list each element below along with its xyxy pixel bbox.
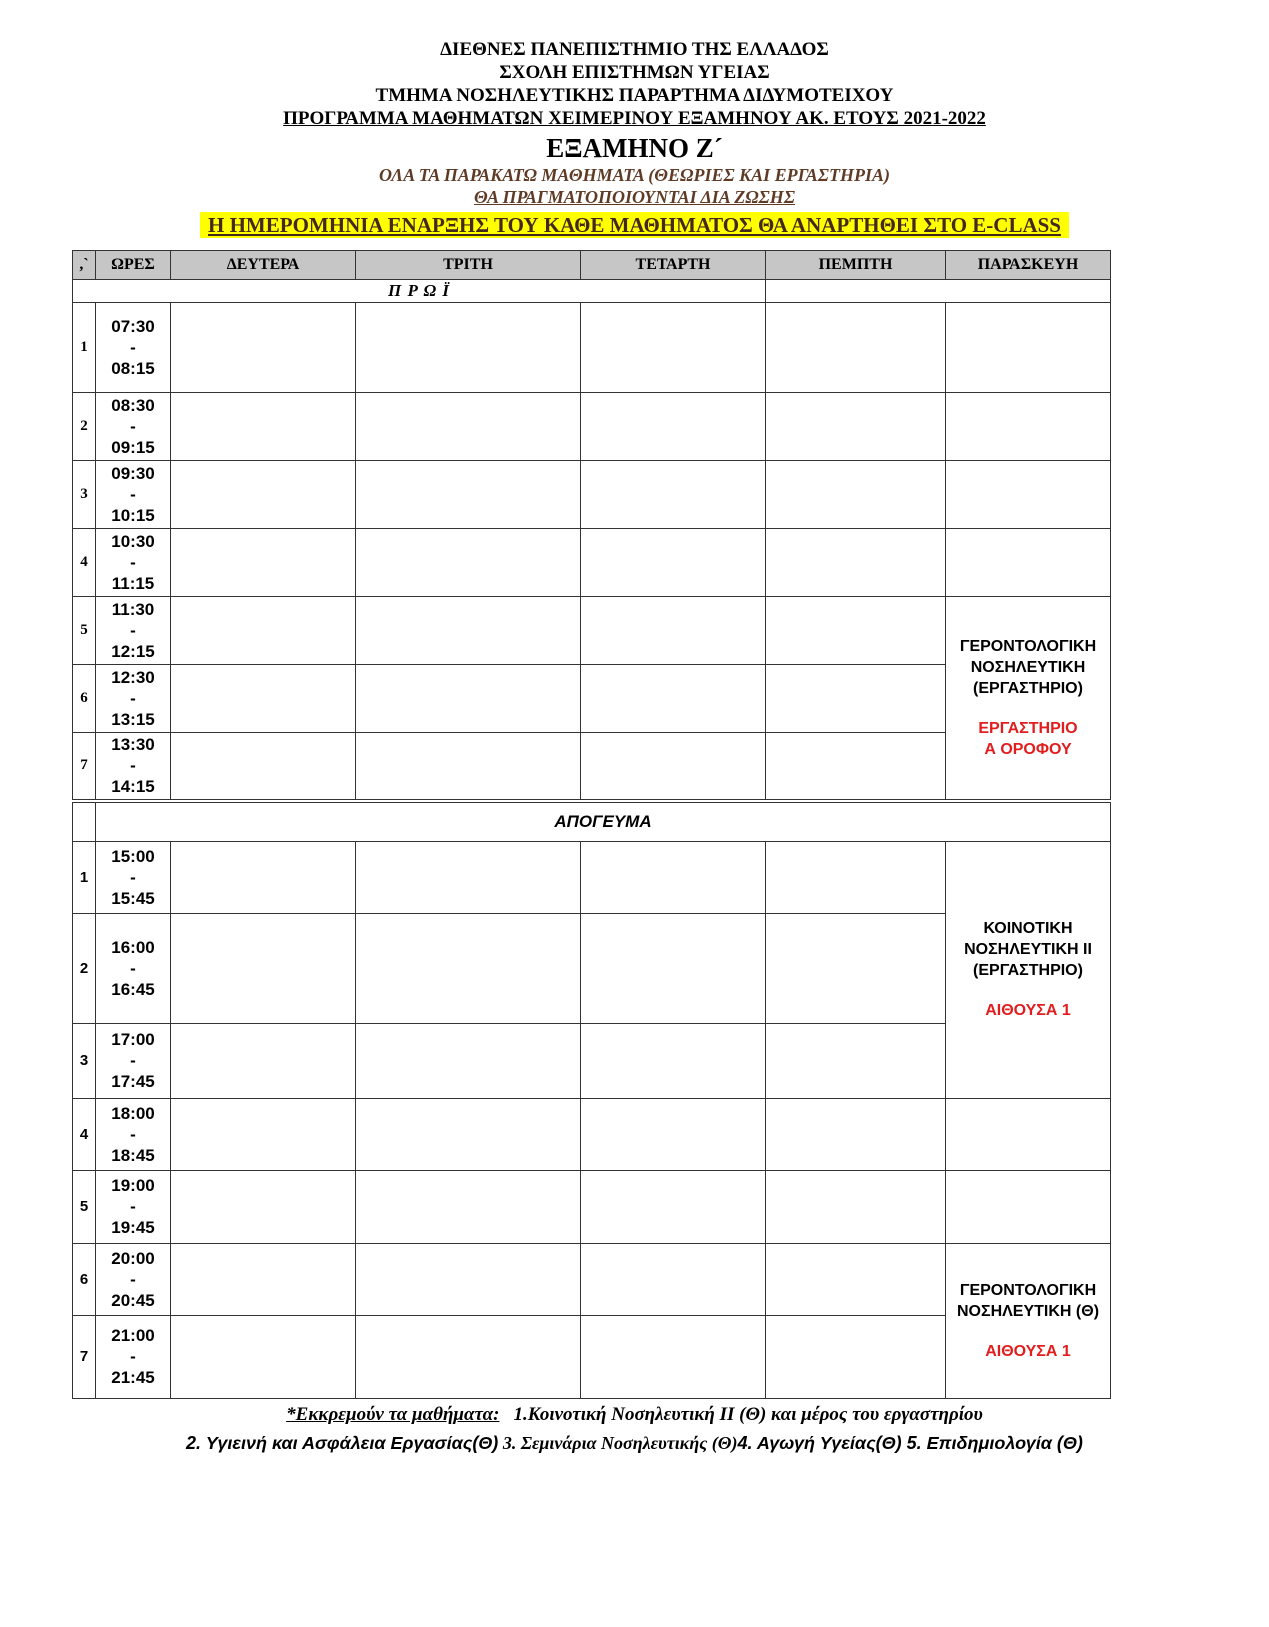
- cell-monday: [171, 1243, 356, 1315]
- time-separator: -: [130, 958, 136, 978]
- time-range: [96, 841, 171, 913]
- time-range: [96, 1170, 171, 1243]
- cell-monday: [171, 393, 356, 461]
- afternoon-row-4: [73, 1098, 1111, 1170]
- time-start: 18:00: [111, 1103, 155, 1123]
- cell-thursday: [766, 733, 946, 801]
- cell-friday: [946, 529, 1111, 597]
- time-end: 10:15: [111, 506, 155, 525]
- row-number: 1: [73, 303, 96, 393]
- cell-wednesday: [581, 733, 766, 801]
- semester-title: ΕΞΑΜΗΝΟ Ζ´: [546, 133, 723, 163]
- course-title-line: ΚΟΙΝΟΤΙΚΗ: [983, 920, 1073, 937]
- time-range: [96, 529, 171, 597]
- time-end: 16:45: [111, 979, 155, 999]
- time-end: 14:15: [111, 777, 155, 797]
- timetable-body: [73, 280, 1111, 1399]
- eclass-announcement: Η ΗΜΕΡΟΜΗΝΙΑ ΕΝΑΡΞΗΣ ΤΟΥ ΚΑΘΕ ΜΑΘΗΜΑΤΟΣ ΘΑ ΑΝΑΡΤΗΘΕΙ ΣΤΟ E-CLASS: [200, 212, 1069, 238]
- time-separator: -: [130, 1269, 136, 1289]
- course-title-line: (ΕΡΓΑΣΤΗΡΙΟ): [973, 962, 1083, 979]
- cell-tuesday: [356, 1170, 581, 1243]
- cell-tuesday: [356, 461, 581, 529]
- time-end: 21:45: [111, 1368, 155, 1387]
- time-range: [96, 1023, 171, 1098]
- time-start: 13:30: [111, 735, 155, 755]
- document-header: [0, 0, 1269, 238]
- pending-courses-line-2: [0, 1429, 1269, 1457]
- cell-friday: [946, 303, 1111, 393]
- morning-row-3: [73, 461, 1111, 529]
- timetable: [72, 250, 1111, 1399]
- cell-friday: [946, 1098, 1111, 1170]
- afternoon-band-left-cell: [73, 801, 96, 842]
- cell-monday: [171, 1023, 356, 1098]
- row-number: 2: [73, 913, 96, 1023]
- cell-monday: [171, 1170, 356, 1243]
- course-room: [946, 1341, 1110, 1362]
- course-gerontology-lab: [946, 597, 1111, 801]
- cell-wednesday: [581, 461, 766, 529]
- time-separator: -: [130, 621, 136, 640]
- course-title: [946, 636, 1110, 699]
- cell-wednesday: [581, 1315, 766, 1398]
- cell-tuesday: [356, 303, 581, 393]
- cell-wednesday: [581, 841, 766, 913]
- cell-thursday: [766, 665, 946, 733]
- cell-monday: [171, 733, 356, 801]
- course-gerontology-theory: [946, 1243, 1111, 1398]
- pending-courses-line: [0, 1401, 1269, 1429]
- col-header-wednesday: ΤΕΤΑΡΤΗ: [581, 251, 766, 280]
- morning-row-1: [73, 303, 1111, 393]
- row-number: 7: [73, 733, 96, 801]
- course-room: [946, 1000, 1110, 1021]
- row-number: 3: [73, 1023, 96, 1098]
- time-range: [96, 1098, 171, 1170]
- course-title-line: (ΕΡΓΑΣΤΗΡΙΟ): [973, 679, 1083, 697]
- row-number: 4: [73, 1098, 96, 1170]
- cell-tuesday: [356, 1023, 581, 1098]
- footer-notes: [0, 1401, 1269, 1457]
- time-separator: -: [130, 1347, 136, 1366]
- morning-row-5: [73, 597, 1111, 665]
- pending-courses-label: *Εκκρεμούν τα μαθήματα:: [286, 1404, 500, 1425]
- time-range: [96, 1315, 171, 1398]
- school-name: ΣΧΟΛΗ ΕΠΙΣΤΗΜΩΝ ΥΓΕΙΑΣ: [499, 62, 770, 83]
- cell-thursday: [766, 913, 946, 1023]
- time-start: 07:30: [111, 317, 155, 336]
- cell-thursday: [766, 597, 946, 665]
- col-header-monday: ΔΕΥΤΕΡΑ: [171, 251, 356, 280]
- row-number: 5: [73, 1170, 96, 1243]
- department-name: ΤΜΗΜΑ ΝΟΣΗΛΕΥΤΙΚΗΣ ΠΑΡΑΡΤΗΜΑ ΔΙΔΥΜΟΤΕΙΧΟΥ: [375, 85, 894, 106]
- row-number: 1: [73, 841, 96, 913]
- time-range: [96, 913, 171, 1023]
- morning-row-4: [73, 529, 1111, 597]
- time-end: 15:45: [111, 888, 155, 908]
- col-header-friday: ΠΑΡΑΣΚΕΥΗ: [946, 251, 1111, 280]
- afternoon-row-1: [73, 841, 1111, 913]
- course-room-line: ΕΡΓΑΣΤΗΡΙΟ: [978, 719, 1078, 737]
- cell-thursday: [766, 303, 946, 393]
- cell-thursday: [766, 1243, 946, 1315]
- time-end: 12:15: [111, 642, 155, 661]
- cell-tuesday: [356, 1243, 581, 1315]
- time-separator: -: [130, 689, 136, 708]
- time-range: [96, 461, 171, 529]
- cell-wednesday: [581, 1170, 766, 1243]
- row-number: 6: [73, 1243, 96, 1315]
- cell-monday: [171, 597, 356, 665]
- cell-wednesday: [581, 597, 766, 665]
- cell-thursday: [766, 1170, 946, 1243]
- row-number: 6: [73, 665, 96, 733]
- afternoon-row-6: [73, 1243, 1111, 1315]
- program-title: ΠΡΟΓΡΑΜΜΑ ΜΑΘΗΜΑΤΩΝ ΧΕΙΜΕΡΙΝΟΥ ΕΞΑΜΗΝΟΥ ΑΚ. ΕΤΟΥΣ 2021-2022: [283, 108, 986, 129]
- time-range: [96, 393, 171, 461]
- morning-band-row: [73, 280, 1111, 303]
- course-room-line: ΑΙΘΟΥΣΑ 1: [985, 1342, 1071, 1360]
- cell-tuesday: [356, 529, 581, 597]
- cell-monday: [171, 461, 356, 529]
- notice-line-1: ΟΛΑ ΤΑ ΠΑΡΑΚΑΤΩ ΜΑΘΗΜΑΤΑ (ΘΕΩΡΙΕΣ ΚΑΙ ΕΡΓΑΣΤΗΡΙΑ): [379, 165, 890, 185]
- header-row: [73, 251, 1111, 280]
- col-header-tuesday: ΤΡΙΤΗ: [356, 251, 581, 280]
- time-end: 11:15: [111, 574, 155, 593]
- time-start: 08:30: [111, 396, 155, 415]
- time-separator: -: [130, 553, 136, 572]
- section-label-morning: Π Ρ Ω Ϊ: [73, 280, 766, 303]
- time-range: [96, 665, 171, 733]
- time-separator: -: [130, 338, 136, 357]
- time-start: 16:00: [111, 937, 155, 957]
- notice-line-2: ΘΑ ΠΡΑΓΜΑΤΟΠΟΙΟΥΝΤΑΙ ΔΙΑ ΖΩΣΗΣ: [474, 187, 795, 207]
- cell-tuesday: [356, 1315, 581, 1398]
- cell-tuesday: [356, 597, 581, 665]
- time-end: 17:45: [111, 1072, 155, 1091]
- morning-row-2: [73, 393, 1111, 461]
- cell-tuesday: [356, 1098, 581, 1170]
- col-header-index: ,`: [73, 251, 96, 280]
- time-start: 20:00: [111, 1248, 155, 1268]
- time-end: 13:15: [111, 710, 155, 729]
- cell-wednesday: [581, 1243, 766, 1315]
- course-title-line: ΝΟΣΗΛΕΥΤΙΚΗ (Θ): [956, 1302, 1100, 1320]
- course-room: [946, 718, 1110, 760]
- time-start: 09:30: [111, 464, 155, 483]
- pending-courses-4-5: 4. Αγωγή Υγείας(Θ) 5. Επιδημιολογία (Θ): [737, 1433, 1083, 1453]
- course-title: [946, 918, 1110, 981]
- time-separator: -: [130, 1197, 136, 1216]
- time-start: 17:00: [111, 1030, 155, 1049]
- time-separator: -: [130, 417, 136, 436]
- cell-wednesday: [581, 303, 766, 393]
- col-header-thursday: ΠΕΜΠΤΗ: [766, 251, 946, 280]
- cell-tuesday: [356, 913, 581, 1023]
- time-end: 09:15: [111, 438, 155, 457]
- cell-monday: [171, 1098, 356, 1170]
- course-room-line: ΑΙΘΟΥΣΑ 1: [985, 1002, 1071, 1019]
- cell-monday: [171, 303, 356, 393]
- course-title-line: ΝΟΣΗΛΕΥΤΙΚΗ: [970, 658, 1086, 676]
- time-start: 21:00: [111, 1326, 155, 1345]
- cell-thursday: [766, 1098, 946, 1170]
- time-end: 18:45: [111, 1145, 155, 1165]
- pending-course-2: 2. Υγιεινή και Ασφάλεια Εργασίας(Θ): [186, 1433, 499, 1453]
- afternoon-row-5: [73, 1170, 1111, 1243]
- time-separator: -: [130, 867, 136, 887]
- cell-thursday: [766, 461, 946, 529]
- time-end: 20:45: [111, 1290, 155, 1310]
- cell-tuesday: [356, 665, 581, 733]
- cell-wednesday: [581, 1023, 766, 1098]
- morning-band-right-cell: [766, 280, 1111, 303]
- time-start: 10:30: [111, 532, 155, 551]
- course-title-line: ΓΕΡΟΝΤΟΛΟΓΙΚΗ: [959, 637, 1097, 655]
- course-room-line: Α ΟΡΟΦΟΥ: [984, 740, 1072, 758]
- cell-tuesday: [356, 393, 581, 461]
- time-range: [96, 303, 171, 393]
- time-range: [96, 1243, 171, 1315]
- cell-wednesday: [581, 665, 766, 733]
- row-number: 7: [73, 1315, 96, 1398]
- cell-friday: [946, 1170, 1111, 1243]
- row-number: 3: [73, 461, 96, 529]
- time-separator: -: [130, 1124, 136, 1144]
- cell-friday: [946, 393, 1111, 461]
- course-title-line: ΝΟΣΗΛΕΥΤΙΚΗ ΙΙ: [964, 941, 1092, 958]
- cell-monday: [171, 841, 356, 913]
- cell-thursday: [766, 529, 946, 597]
- cell-monday: [171, 529, 356, 597]
- row-number: 5: [73, 597, 96, 665]
- time-end: 08:15: [111, 359, 155, 378]
- pending-course-1: 1.Κοινοτική Νοσηλευτική ΙΙ (Θ) και μέρος του εργαστηρίου: [513, 1404, 983, 1425]
- cell-thursday: [766, 841, 946, 913]
- time-start: 12:30: [111, 668, 155, 687]
- cell-thursday: [766, 1023, 946, 1098]
- time-separator: -: [130, 1051, 136, 1070]
- course-title: [946, 1280, 1110, 1322]
- row-number: 2: [73, 393, 96, 461]
- time-start: 11:30: [111, 600, 155, 619]
- cell-wednesday: [581, 529, 766, 597]
- cell-tuesday: [356, 733, 581, 801]
- cell-friday: [946, 461, 1111, 529]
- cell-monday: [171, 913, 356, 1023]
- cell-thursday: [766, 1315, 946, 1398]
- row-number: 4: [73, 529, 96, 597]
- cell-wednesday: [581, 913, 766, 1023]
- cell-wednesday: [581, 393, 766, 461]
- time-range: [96, 733, 171, 801]
- cell-tuesday: [356, 841, 581, 913]
- col-header-hours: ΩΡΕΣ: [96, 251, 171, 280]
- course-title-line: ΓΕΡΟΝΤΟΛΟΓΙΚΗ: [959, 1281, 1097, 1299]
- time-start: 15:00: [111, 846, 155, 866]
- cell-monday: [171, 1315, 356, 1398]
- cell-monday: [171, 665, 356, 733]
- course-community-nursing-lab: [946, 841, 1111, 1098]
- section-label-afternoon: ΑΠΟΓΕΥΜΑ: [96, 801, 1111, 842]
- cell-thursday: [766, 393, 946, 461]
- time-range: [96, 597, 171, 665]
- time-end: 19:45: [111, 1218, 155, 1237]
- cell-wednesday: [581, 1098, 766, 1170]
- timetable-head: [73, 251, 1111, 280]
- time-separator: -: [130, 485, 136, 504]
- university-name: ΔΙΕΘΝΕΣ ΠΑΝΕΠΙΣΤΗΜΙΟ ΤΗΣ ΕΛΛΑΔΟΣ: [440, 39, 829, 60]
- pending-course-3: 3. Σεμινάρια Νοσηλευτικής (Θ): [502, 1433, 738, 1453]
- time-separator: -: [130, 756, 136, 776]
- time-start: 19:00: [111, 1176, 155, 1195]
- afternoon-band-row: [73, 801, 1111, 842]
- highlight-wrap: [0, 212, 1269, 238]
